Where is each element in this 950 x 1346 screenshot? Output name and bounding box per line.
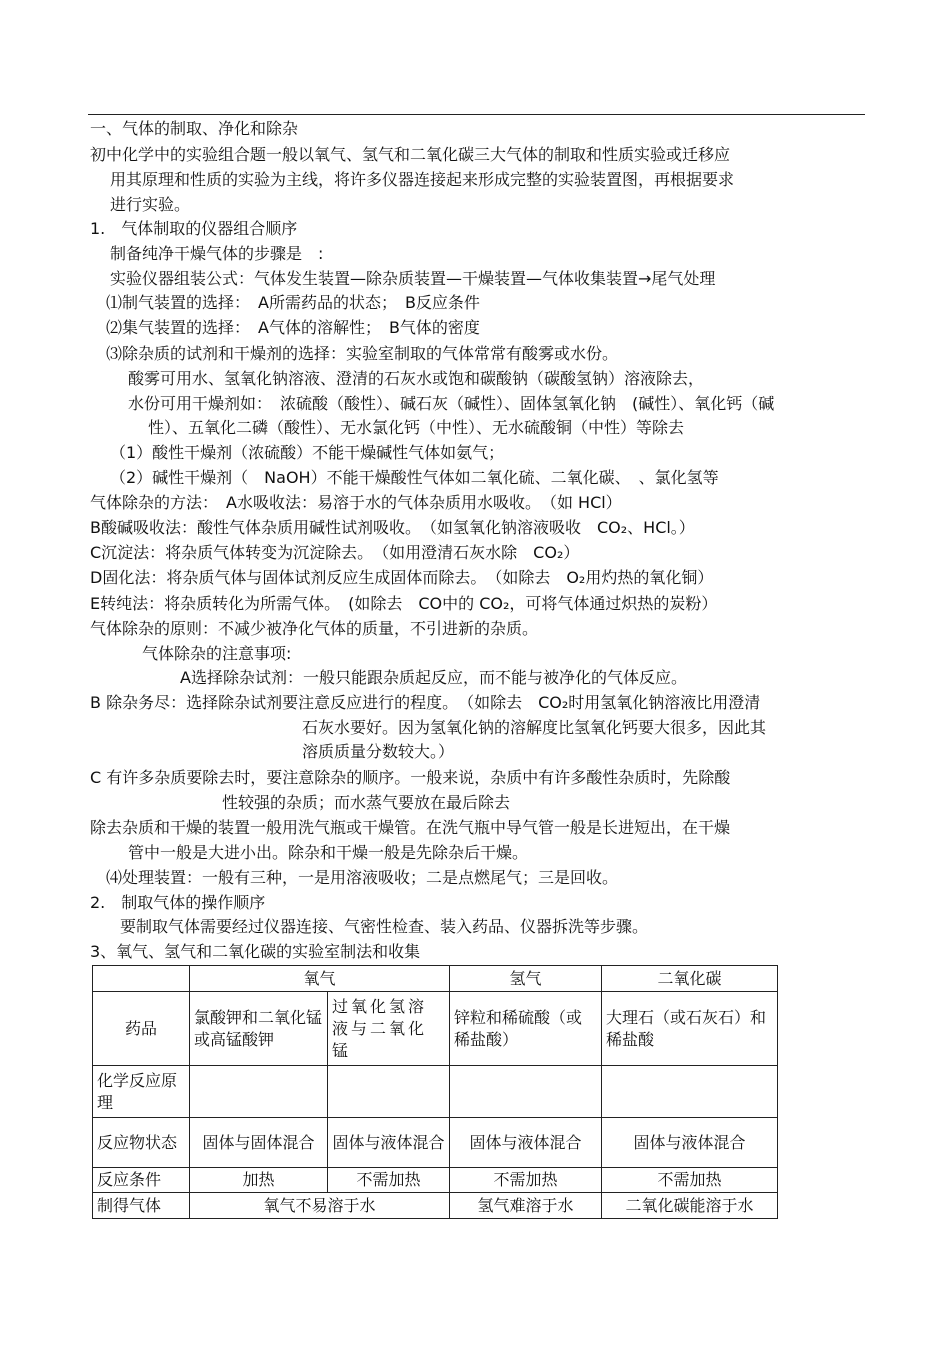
table-cell bbox=[328, 1066, 450, 1118]
table-row-label: 药品 bbox=[93, 992, 190, 1066]
table-row-label: 化学反应原理 bbox=[93, 1066, 190, 1118]
text-line: 进行实验。 bbox=[110, 195, 191, 214]
table-header-row bbox=[93, 966, 778, 992]
table-cell: 固体与液体混合 bbox=[450, 1118, 602, 1168]
text-line: （1）酸性干燥剂（浓硫酸）不能干燥碱性气体如氨气； bbox=[110, 443, 505, 462]
text-line: 除去杂质和干燥的装置一般用洗气瓶或干燥管。在洗气瓶中导气管一般是长进短出，在干燥 bbox=[90, 818, 731, 837]
text-line: 要制取气体需要经过仪器连接、气密性检查、装入药品、仪器拆洗等步骤。 bbox=[120, 917, 649, 936]
text-line: 酸雾可用水、氢氧化钠溶液、澄清的石灰水或饱和碳酸钠（碳酸氢钠）溶液除去， bbox=[128, 369, 705, 388]
text-line: ⑴制气装置的选择： A所需药品的状态； B反应条件 bbox=[106, 293, 480, 312]
text-line: 气体除杂的注意事项: bbox=[142, 644, 292, 663]
table-cell: 氧气不易溶于水 bbox=[190, 1193, 450, 1219]
gas-preparation-table bbox=[92, 965, 778, 1219]
text-line: D固化法：将杂质气体与固体试剂反应生成固体而除去。 （如除去 O₂用灼热的氧化铜） bbox=[90, 568, 714, 587]
top-rule bbox=[88, 114, 865, 115]
text-line: C沉淀法：将杂质气体转变为沉淀除去。 （如用澄清石灰水除 CO₂） bbox=[90, 543, 580, 562]
text-line: E转纯法：将杂质转化为所需气体。 (如除去 CO中的 CO₂，可将气体通过炽热的炭粉） bbox=[90, 594, 718, 613]
table-row bbox=[93, 992, 778, 1066]
text-line: C 有许多杂质要除去时，要注意除杂的顺序。一般来说，杂质中有许多酸性杂质时，先除酸 bbox=[90, 768, 731, 787]
text-line: 石灰水要好。因为氢氧化钠的溶解度比氢氧化钙要大很多，因此其 bbox=[302, 718, 767, 737]
table-cell: 不需加热 bbox=[602, 1168, 778, 1193]
table-row-label: 反应条件 bbox=[93, 1168, 190, 1193]
table-cell: 固体与固体混合 bbox=[190, 1118, 328, 1168]
table-corner-cell bbox=[93, 966, 190, 992]
table-cell: 加热 bbox=[190, 1168, 328, 1193]
text-line: ⑶除杂质的试剂和干燥剂的选择：实验室制取的气体常常有酸雾或水份。 bbox=[106, 344, 619, 363]
table-row-label: 反应物状态 bbox=[93, 1118, 190, 1168]
table-cell: 不需加热 bbox=[450, 1168, 602, 1193]
text-line: B酸碱吸收法：酸性气体杂质用碱性试剂吸收。 （如氢氧化钠溶液吸收 CO₂、HCl。） bbox=[90, 518, 695, 537]
text-line: B 除杂务尽：选择除杂试剂要注意反应进行的程度。 （如除去 CO₂时用氢氧化钠溶液比用澄清 bbox=[90, 693, 761, 712]
table-row-label: 制得气体 bbox=[93, 1193, 190, 1219]
text-line: A选择除杂试剂：一般只能跟杂质起反应，而不能与被净化的气体反应。 bbox=[180, 668, 687, 687]
subheading: 3、氧气、氢气和二氧化碳的实验室制法和收集 bbox=[90, 942, 421, 961]
table-header-cell: 二氧化碳 bbox=[602, 966, 778, 992]
table-row bbox=[93, 1118, 778, 1168]
table-cell: 氢气难溶于水 bbox=[450, 1193, 602, 1219]
text-line: ⑷处理装置：一般有三种，一是用溶液吸收；二是点燃尾气；三是回收。 bbox=[106, 868, 619, 887]
table-header-cell: 氢气 bbox=[450, 966, 602, 992]
table-cell: 不需加热 bbox=[328, 1168, 450, 1193]
text-line: 气体除杂的原则：不减少被净化气体的质量，不引进新的杂质。 bbox=[90, 619, 539, 638]
text-line: 水份可用干燥剂如： 浓硫酸（酸性）、碱石灰（碱性）、固体氢氧化钠 (碱性）、氧化钙（碱 bbox=[128, 394, 775, 413]
table-cell bbox=[190, 1066, 328, 1118]
table-cell: 二氧化碳能溶于水 bbox=[602, 1193, 778, 1219]
text-line: （2）碱性干燥剂（ NaOH）不能干燥酸性气体如二氧化硫、二氧化碳、 、氯化氢等 bbox=[110, 468, 719, 487]
table-cell: 大理石（或石灰石）和稀盐酸 bbox=[602, 992, 778, 1066]
table-row bbox=[93, 1168, 778, 1193]
subheading: 1. 气体制取的仪器组合顺序 bbox=[90, 219, 298, 238]
table-header-cell: 氧气 bbox=[190, 966, 450, 992]
table-row bbox=[93, 1193, 778, 1219]
text-line: 初中化学中的实验组合题一般以氧气、氢气和二氧化碳三大气体的制取和性质实验或迁移应 bbox=[90, 145, 731, 164]
table-row bbox=[93, 1066, 778, 1118]
table-cell bbox=[450, 1066, 602, 1118]
section-heading: 一、气体的制取、净化和除杂 bbox=[90, 119, 299, 138]
text-line: 制备纯净干燥气体的步骤是 : bbox=[110, 244, 324, 263]
text-line: ⑵集气装置的选择： A气体的溶解性； B气体的密度 bbox=[106, 318, 480, 337]
text-line: 溶质质量分数较大。） bbox=[302, 742, 455, 761]
table-cell: 氯酸钾和二氧化锰或高锰酸钾 bbox=[190, 992, 328, 1066]
text-line: 气体除杂的方法： A水吸收法：易溶于水的气体杂质用水吸收。 （如 HCl） bbox=[90, 493, 622, 512]
table-cell: 固体与液体混合 bbox=[328, 1118, 450, 1168]
text-line: 性较强的杂质；而水蒸气要放在最后除去 bbox=[222, 793, 511, 812]
table-cell: 固体与液体混合 bbox=[602, 1118, 778, 1168]
text-line: 性）、五氧化二磷（酸性）、无水氯化钙（中性）、无水硫酸铜（中性）等除去 bbox=[148, 418, 685, 437]
subheading: 2. 制取气体的操作顺序 bbox=[90, 893, 266, 912]
text-line: 实验仪器组装公式：气体发生装置—除杂质装置—干燥装置—气体收集装置→尾气处理 bbox=[110, 269, 716, 288]
table-cell bbox=[602, 1066, 778, 1118]
text-line: 用其原理和性质的实验为主线，将许多仪器连接起来形成完整的实验装置图，再根据要求 bbox=[110, 170, 735, 189]
table-cell: 过氧化氢溶液与二氧化锰 bbox=[328, 992, 450, 1066]
text-line: 管中一般是大进小出。除杂和干燥一般是先除杂后干燥。 bbox=[128, 843, 529, 862]
table-cell: 锌粒和稀硫酸（或稀盐酸） bbox=[450, 992, 602, 1066]
